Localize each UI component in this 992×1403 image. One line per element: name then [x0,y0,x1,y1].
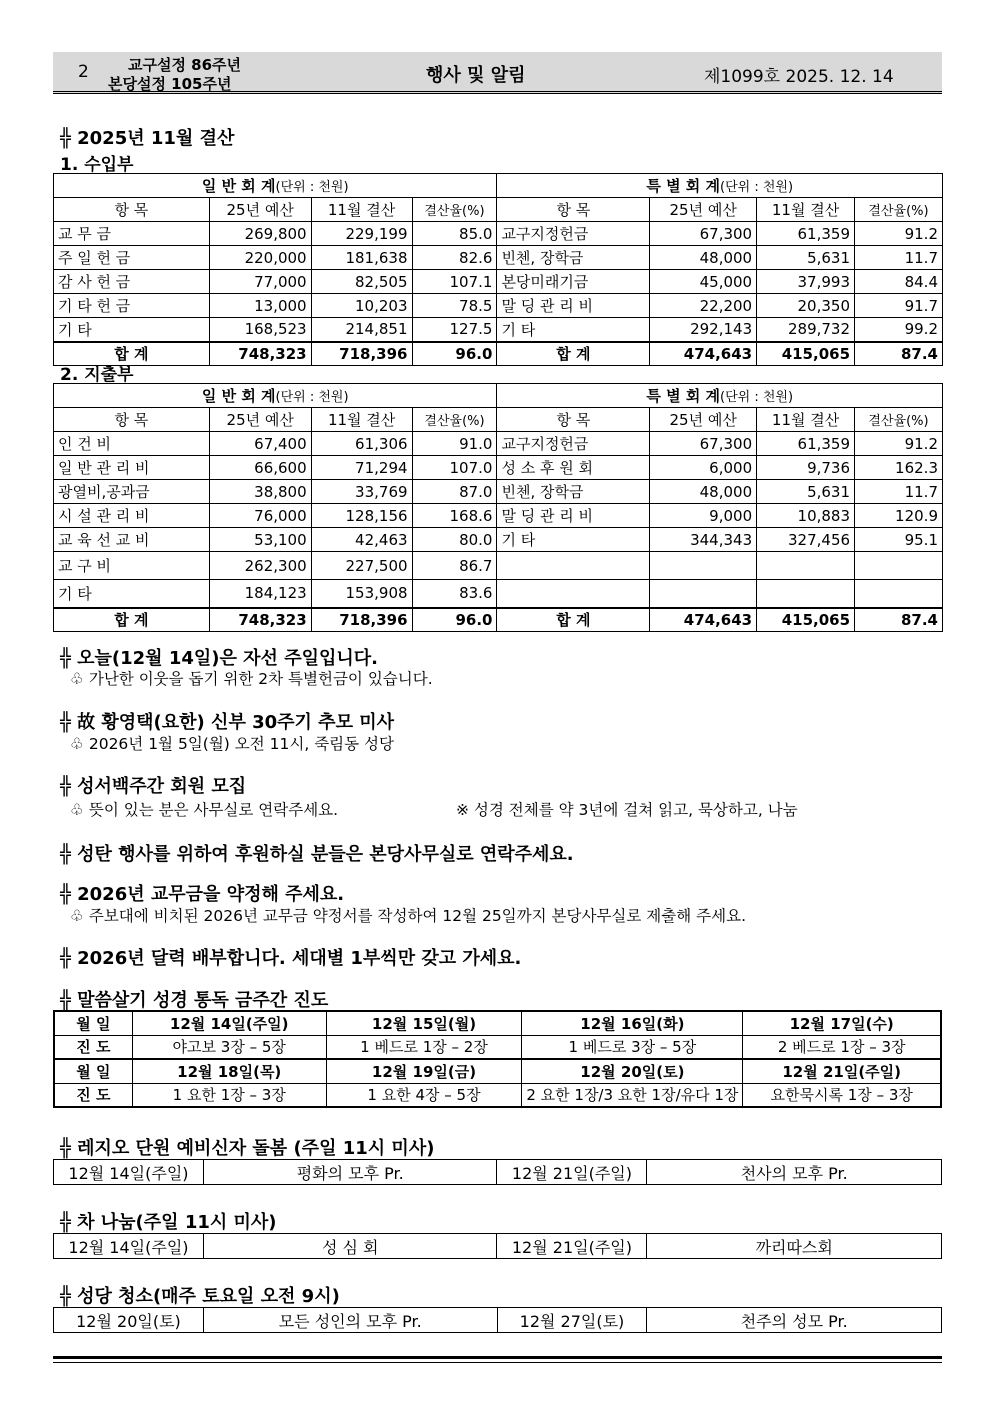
reading-date-row: 월 일 12월 14일(주일) 12월 15일(월) 12월 16일(화) 12월 17일(수) [54,1011,941,1035]
income-title: 1. 수입부 [60,155,134,175]
table-row: 감 사 헌 금 77,000 82,505 107.1 본당미래기금 45,000 37,993 84.4 [54,270,943,294]
special-account-head: 특 별 회 계(단위 : 천원) [497,174,943,198]
calendar-notice: ╬ 2026년 달력 배부합니다. 세대별 1부씩만 갖고 가세요. [60,948,522,969]
table-row: 기 타 헌 금 13,000 10,203 78.5 말 딩 관 리 비 22,200 20,350 91.7 [54,294,943,318]
diocese-anniversary: 교구설정 86주년 [128,56,242,74]
reading-title: ╬ 말씀살기 성경 통독 금주간 진도 [60,990,329,1011]
bible-title: ╬ 성서백주간 회원 모집 [60,776,247,797]
expense-table: 일 반 회 계(단위 : 천원) 특 별 회 계(단위 : 천원) 항 목 25년 예산 11월 결산 결산율(%) 항 목 25년 예산 11월 결산 결산율(%) 인 건 비 67,400 61,306 91.0 교구지정헌금 67,300 61,359 91.2 일 반 관 리 비 66,600 71,294 107.0 성 소 후 원 회 6,000 9,736 162.3 광열비,공과금 38,800 33,769 87.0 빈첸, 장학금 48,000 5,631 11.7 시 설 관 리 비 76,000 128,156 168.6 말 딩 관 리 비 9,000 10,883 120.9 교 육 선 교 비 53,100 42,463 80.0 기 타 344,343 327,456 95.1 교 구 비 262,300 227,500 86.7 기 타 184,123 153,908 83.6 합 계 748,323 718,396 96.0 합 계 474,643 415,065 87.4 [53,383,943,632]
expense-title: 2. 지출부 [60,365,134,385]
column-header-row: 항 목 25년 예산 11월 결산 결산율(%) 항 목 25년 예산 11월 결산 결산율(%) [54,198,943,222]
memorial-body: ♧ 2026년 1월 5일(월) 오전 11시, 죽림동 성당 [70,735,394,753]
tea-table: 12월 14일(주일) 성 심 회 12월 21일(주일) 까리따스회 [53,1233,942,1259]
table-row: 기 타 184,123 153,908 83.6 [54,580,943,608]
memorial-title: ╬ 故 황영택(요한) 신부 30주기 추모 미사 [60,712,395,733]
issue-info: 제1099호 2025. 12. 14 [704,67,894,87]
footer-rule-thin [53,1362,942,1363]
table-row: 교 육 선 교 비 53,100 42,463 80.0 기 타 344,343 327,456 95.1 [54,528,943,552]
settlement-title: ╬ 2025년 11월 결산 [60,128,235,149]
table-row: 일 반 관 리 비 66,600 71,294 107.0 성 소 후 원 회 6,000 9,736 162.3 [54,456,943,480]
sunday-notice-title: ╬ 오늘(12월 14일)은 자선 주일입니다. [60,648,378,669]
income-table [53,173,943,366]
christmas-notice: ╬ 성탄 행사를 위하여 후원하실 분들은 본당사무실로 연락주세요. [60,844,574,865]
table-row: 주 일 헌 금 220,000 181,638 82.6 빈첸, 장학금 48,000 5,631 11.7 [54,246,943,270]
pledge-body: ♧ 주보대에 비치된 2026년 교무금 약정서를 작성하여 12월 25일까지 본당사무실로 제출해 주세요. [70,907,746,925]
table-row: 교 구 비 262,300 227,500 86.7 [54,552,943,580]
income-total-row: 합 계 748,323 718,396 96.0 합 계 474,643 415,065 87.4 [54,342,943,366]
tea-title: ╬ 차 나눔(주일 11시 미사) [60,1212,277,1233]
parish-anniversary: 본당설정 105주년 [108,75,232,93]
bible-body: ♧ 뜻이 있는 분은 사무실로 연락주세요. [70,801,339,819]
general-account-head: 일 반 회 계(단위 : 천원) [54,174,497,198]
table-row: 광열비,공과금 38,800 33,769 87.0 빈첸, 장학금 48,000 5,631 11.7 [54,480,943,504]
reading-progress-row: 진 도 1 요한 1장 – 3장 1 요한 4장 – 5장 2 요한 1장/3 요한 1장/유다 1장 요한묵시록 1장 – 3장 [54,1083,941,1107]
legio-title: ╬ 레지오 단원 예비신자 돌봄 (주일 11시 미사) [60,1138,435,1159]
table-row: 기 타 168,523 214,851 127.5 기 타 292,143 289,732 99.2 [54,318,943,342]
cleaning-title: ╬ 성당 청소(매주 토요일 오전 9시) [60,1286,340,1307]
reading-date-row: 월 일 12월 18일(목) 12월 19일(금) 12월 20일(토) 12월 21일(주일) [54,1059,941,1083]
expense-total-row: 합 계 748,323 718,396 96.0 합 계 474,643 415,065 87.4 [54,608,943,632]
legio-table: 12월 14일(주일) 평화의 모후 Pr. 12월 21일(주일) 천사의 모후 Pr. [53,1159,942,1185]
footer-rule [53,1356,942,1359]
reading-table [53,1010,942,1108]
bible-note: ※ 성경 전체를 약 3년에 걸쳐 읽고, 묵상하고, 나눔 [456,801,798,819]
table-row: 인 건 비 67,400 61,306 91.0 교구지정헌금 67,300 61,359 91.2 [54,432,943,456]
page-number: 2 [78,62,89,82]
sunday-notice-body: ♧ 가난한 이웃을 돕기 위한 2차 특별헌금이 있습니다. [70,670,433,688]
pledge-title: ╬ 2026년 교무금을 약정해 주세요. [60,884,345,905]
table-row: 교 무 금 269,800 229,199 85.0 교구지정헌금 67,300 61,359 91.2 [54,222,943,246]
cleaning-table: 12월 20일(토) 모든 성인의 모후 Pr. 12월 27일(토) 천주의 성모 Pr. [53,1307,942,1333]
page-title: 행사 및 알림 [426,65,526,86]
reading-progress-row: 진 도 야고보 3장 – 5장 1 베드로 1장 – 2장 1 베드로 3장 – 5장 2 베드로 1장 – 3장 [54,1035,941,1059]
table-row: 시 설 관 리 비 76,000 128,156 168.6 말 딩 관 리 비 9,000 10,883 120.9 [54,504,943,528]
section-icon: ╬ [60,128,71,149]
